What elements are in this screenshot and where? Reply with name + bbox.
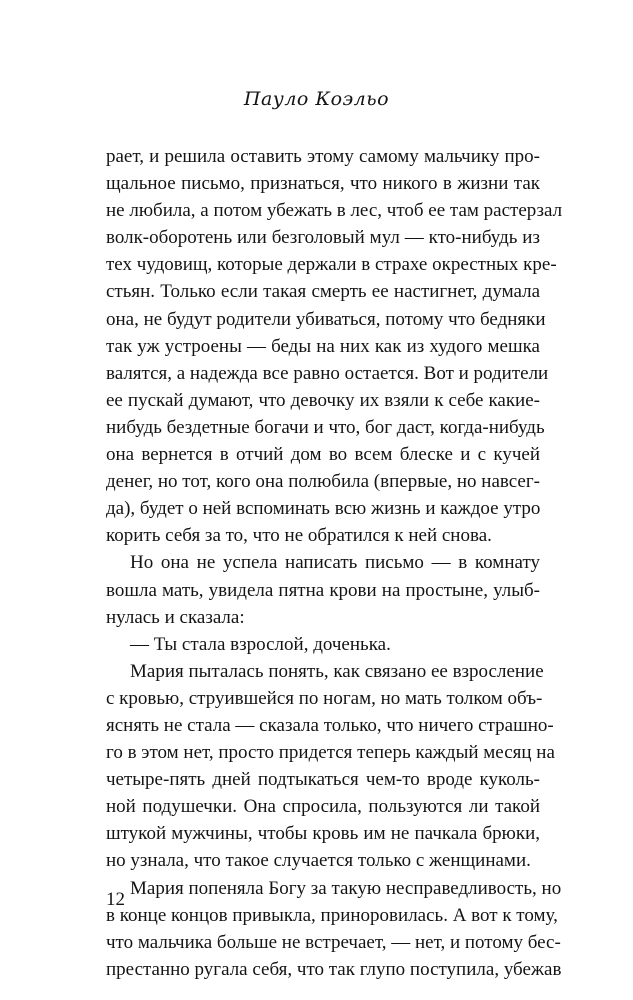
dialogue-line: — Ты стала взрослой, доченька. — [130, 633, 391, 655]
text-line: так уж устроены — беды на них как из худого мешка — [106, 335, 540, 357]
text-line: четыре-пять дней подтыкаться чем-то вроде куколь- — [106, 769, 540, 791]
paragraph-end-line: но узнала, что такое случается только с женщинами. — [106, 850, 531, 872]
text-line: престанно ругала себя, что так глупо поступила, убежав — [106, 958, 562, 980]
text-line: штукой мужчины, чтобы кровь им не пачкала брюки, — [106, 823, 540, 845]
paragraph-end-line: нулась и сказала: — [106, 606, 245, 628]
text-line: в конце концов привыкла, приноровилась. А вот к тому, — [106, 904, 558, 926]
body-text — [106, 143, 563, 983]
text-line: да), будет о ней вспоминать всю жизнь и каждое утро — [106, 498, 541, 520]
text-line: что мальчика больше не встречает, — нет, и потому бес- — [106, 931, 561, 953]
running-head-title: Пауло Коэльо — [243, 88, 390, 110]
paragraph-end-line: корить себя за то, что не обратился к ней снова. — [106, 525, 492, 547]
text-line: щальное письмо, признаться, что никого в жизни так — [106, 173, 540, 195]
text-line: ее пускай думают, что девочку их взяли к себе какие- — [106, 389, 540, 411]
text-line: не любила, а потом убежать в лес, чтоб ее там растерзал — [106, 200, 563, 222]
text-line: валятся, а надежда все равно остается. Вот и родители — [106, 362, 549, 384]
text-line: рает, и решила оставить этому самому мальчику про- — [106, 146, 540, 167]
text-line: волк-оборотень или безголовый мул — кто-нибудь из — [106, 227, 540, 249]
page-number: 12 — [106, 889, 125, 910]
text-line: го в этом нет, просто придется теперь каждый месяц на — [106, 742, 555, 764]
text-line: она, не будут родители убиваться, потому что бедняки — [106, 308, 546, 330]
text-line: яснять не стала — сказала только, что ничего страшно- — [106, 714, 554, 736]
text-line: с кровью, струившейся по ногам, но мать толком объ- — [106, 687, 543, 709]
text-line: ной подушечки. Она спросила, пользуются ли такой — [106, 796, 540, 818]
text-line: нибудь бездетные богачи и что, бог даст, когда-нибудь — [106, 416, 545, 438]
paragraph-first-line: Но она не успела написать письмо — в комнату — [130, 552, 540, 574]
text-line: тех чудовищ, которые держали в страхе окрестных кре- — [106, 254, 557, 276]
paragraph-first-line: Мария попеняла Богу за такую несправедливость, но — [130, 877, 562, 899]
text-line: она вернется в отчий дом во всем блеске и с кучей — [106, 444, 540, 466]
paragraph-first-line: Мария пыталась понять, как связано ее взросление — [130, 660, 544, 682]
text-line: вошла мать, увидела пятна крови на простыне, улыб- — [106, 579, 540, 601]
text-line: денег, но тот, кого она полюбила (впервые, но навсег- — [106, 471, 540, 493]
text-line: стьян. Только если такая смерть ее настигнет, думала — [106, 281, 540, 303]
